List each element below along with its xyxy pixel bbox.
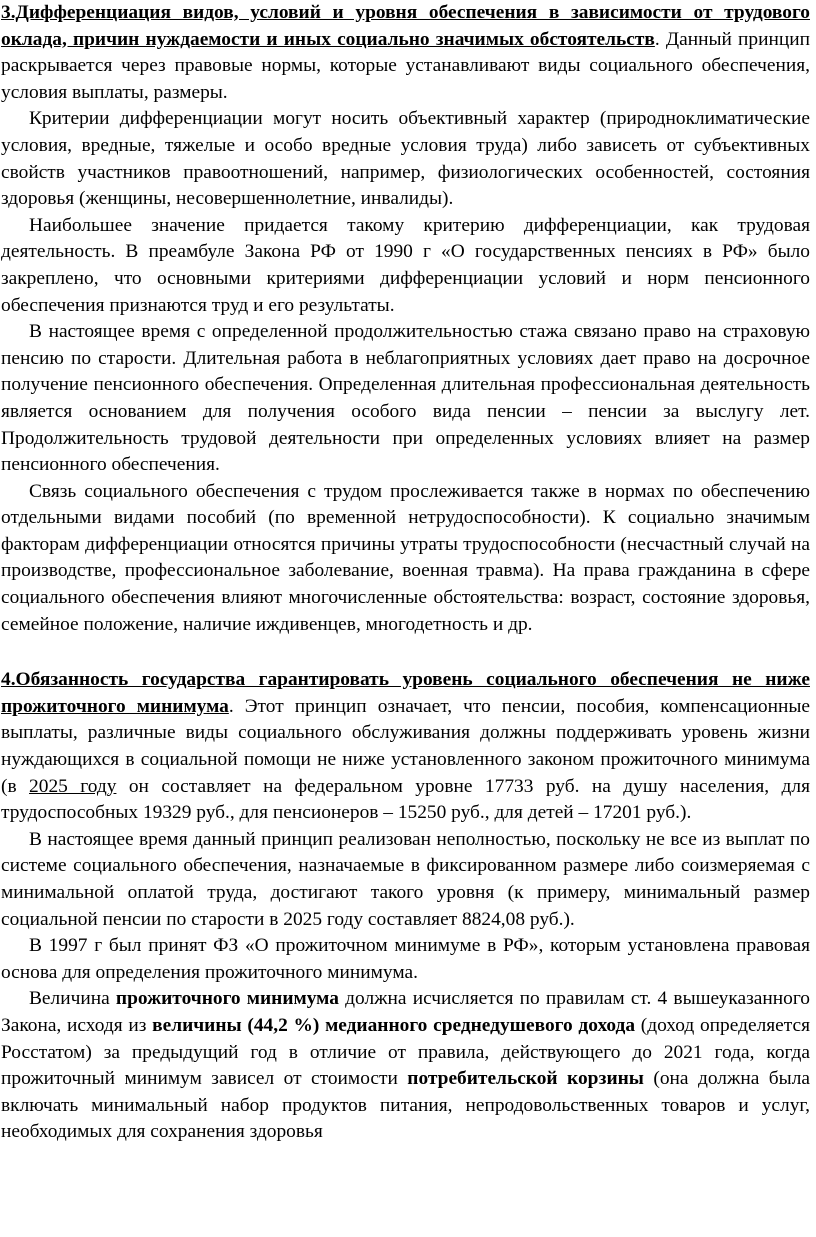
year-2025-link[interactable]: 2025 году <box>29 775 117 797</box>
section-4-paragraph-1: В настоящее время данный принцип реализован неполностью, поскольку не все из выплат по системе социального обеспечения, назначаемые в фиксированном размере либо соизмеряемая с минимальной оплатой труда, достигают такого уровня (к примеру, минимальный размер социальной пенсии по старости в 2025 году составляет 8824,08 руб.). <box>1 828 810 930</box>
section-4-intro-text-b: он составляет на федеральном уровне 17733 руб. на душу населения, для трудоспособных 19329 руб., для пенсионеров – 15250 руб., для детей – 17201 руб.). <box>1 775 811 824</box>
p3-text-g: (она должна была включать минимальный набор продуктов питания, непродовольственных товаров и услуг, необходимых для сохранения здоровья <box>1 1068 810 1143</box>
section-4-paragraph-2: В 1997 г был принят ФЗ «О прожиточном минимуме в РФ», которым установлена правовая основа для определения прожиточного минимума. <box>1 935 810 983</box>
p3-bold-consumer-basket: потребительской корзины <box>407 1068 644 1090</box>
p3-bold-median-income: величины (44,2 %) медианного среднедушевого дохода <box>152 1014 636 1036</box>
p3-bold-subsistence-minimum: прожиточного минимума <box>115 988 339 1010</box>
p3-text-c: должна исчисляется по правилам ст. 4 вышеуказанного Закона, исходя из <box>1 988 810 1036</box>
p3-text-e: (доход определяется Росстатом) за предыдущий год в отличие от правила, действующего до 2021 года, когда прожиточный минимум зависел от стоимости <box>1 1014 811 1090</box>
section-4-intro <box>1 667 810 827</box>
section-3-paragraph-2: Наибольшее значение придается такому критерию дифференциации, как трудовая деятельность. В преамбуле Закона РФ от 1990 г «О государственных пенсиях в РФ» было закреплено, что основными критериями дифференциации условий и норм пенсионного обеспечения признаются труд и его результаты. <box>1 214 810 316</box>
p3-text-a: Величина <box>29 988 116 1010</box>
section-4-intro-text-a: . Этот принцип означает, что пенсии, пособия, компенсационные выплаты, различные виды социального обслуживания должны поддерживать уровень жизни нуждающихся в социальной помощи не ниже установленного законом прожиточного минимума (в <box>1 695 810 797</box>
section-3-intro-text: . Данный принцип раскрывается через правовые нормы, которые устанавливают виды социального обеспечения, условия выплаты, размеры. <box>1 28 811 103</box>
section-3-heading: 3.Дифференциация видов, условий и уровня обеспечения в зависимости от трудового оклада, причин нуждаемости и иных социально значимых обстоятельств <box>1 2 810 50</box>
section-3-paragraph-4: Связь социального обеспечения с трудом прослеживается также в нормах по обеспечению отдельными видами пособий (по временной нетрудоспособности). К социально значимым факторам дифференциации относятся причины утраты трудоспособности (несчастный случай на производстве, профессиональное заболевание, военная травма). На права гражданина в сфере социального обеспечения влияют многочисленные обстоятельства: возраст, состояние здоровья, семейное положение, наличие иждивенцев, многодетность и др. <box>1 480 810 635</box>
section-3-paragraph-3: В настоящее время с определенной продолжительностью стажа связано право на страховую пенсию по старости. Длительная работа в неблагоприятных условиях дает право на досрочное получение пенсионного обеспечения. Определенная длительная профессиональная деятельность является основанием для получения особого вида пенсии – пенсии за выслугу лет. Продолжительность трудовой деятельности при определенных условиях влияет на размер пенсионного обеспечения. <box>1 321 810 476</box>
section-4-heading: 4.Обязанность государства гарантировать уровень социального обеспечения не ниже прожиточного минимума <box>1 669 810 717</box>
section-3-intro <box>1 0 810 106</box>
section-4-paragraph-3 <box>1 986 810 1146</box>
section-3-paragraph-1: Критерии дифференциации могут носить объективный характер (природноклиматические условия, вредные, тяжелые и особо вредные условия труда) либо зависеть от субъективных свойств участников правоотношений, например, физиологических особенностей, состояния здоровья (женщины, несовершеннолетние, инвалиды). <box>1 108 810 210</box>
